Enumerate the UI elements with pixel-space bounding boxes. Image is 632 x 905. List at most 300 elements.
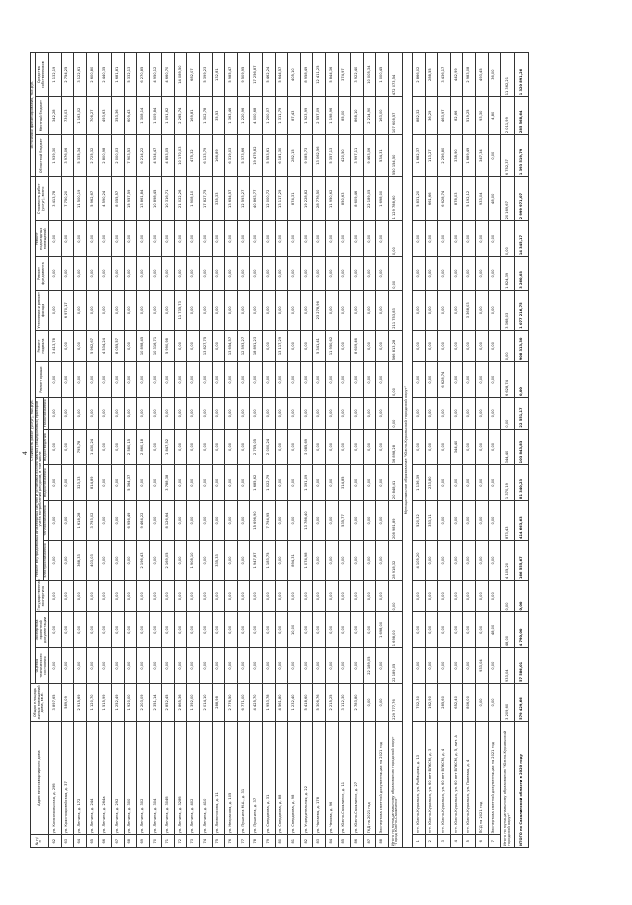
row-value: 0,00 xyxy=(463,648,476,684)
row-value: 0,00 xyxy=(351,465,364,501)
total-value: 166 555,67 xyxy=(515,541,529,581)
col-address: Адрес многоквартирного дома xyxy=(31,721,49,835)
row-value: 2 000,24 xyxy=(263,429,276,465)
row-address: пгт. Южно-Курильск, ул. Полевая, д. 4 xyxy=(463,721,476,835)
row-value: 28 776,50 xyxy=(313,177,326,221)
total-value: 20 848,41 xyxy=(388,465,402,501)
row-value: 0,00 xyxy=(225,429,238,465)
row-value: 0,00 xyxy=(237,221,250,257)
row-value: 0,00 xyxy=(74,398,87,430)
row-value: 0,00 xyxy=(300,362,313,398)
total-value: 20 169,67 xyxy=(501,177,515,221)
row-address: ул. Ломоносова, д. 11 xyxy=(212,721,225,835)
row-value: 48,00 xyxy=(488,612,501,648)
row-value: 0,00 xyxy=(111,221,124,257)
row-value: 0,00 xyxy=(412,362,425,398)
row-value: 0,00 xyxy=(338,330,351,362)
row-value: 0,00 xyxy=(338,221,351,257)
row-value: 2 866,02 xyxy=(412,53,425,97)
row-value: 0,00 xyxy=(288,429,301,465)
total-value: 4 790,00 xyxy=(515,612,529,648)
row-area: 1 953,78 xyxy=(263,684,276,722)
table-row xyxy=(425,53,438,848)
row-value: 0,00 xyxy=(363,465,376,501)
row-value: 0,00 xyxy=(450,398,463,430)
table-row xyxy=(313,53,326,848)
row-value: 35,53 xyxy=(212,97,225,135)
row-value: 3 922,40 xyxy=(351,53,364,97)
row-value: 0,00 xyxy=(425,362,438,398)
row-value: 0,00 xyxy=(438,257,451,291)
row-value: 0,00 xyxy=(475,362,488,398)
row-value: 1 847,52 xyxy=(162,429,175,465)
row-value: 0,00 xyxy=(162,648,175,684)
row-value: 1 022,79 xyxy=(263,465,276,501)
row-value: 6 181,30 xyxy=(275,135,288,177)
row-area: 0,00 xyxy=(488,684,501,722)
row-value: 1 200,07 xyxy=(263,97,276,135)
col-heating: теплоснабжения xyxy=(44,501,49,541)
row-address: пгт. Южно-Курильск, ул. 60 лет ВЛКСМ, д. 3 xyxy=(425,721,438,835)
col-basement: Ремонт подвала xyxy=(35,330,48,362)
row-value: 0,00 xyxy=(275,221,288,257)
col-area: Общая площадь жилых помещений дома, кв.м. xyxy=(31,684,49,722)
row-value: 0,00 xyxy=(363,398,376,430)
row-value: 0,00 xyxy=(425,330,438,362)
row-value: 0,00 xyxy=(351,541,364,581)
row-value: 7 794,95 xyxy=(263,501,276,541)
row-value: 0,00 xyxy=(363,429,376,465)
total-area: 579 429,66 xyxy=(515,684,529,722)
row-area: 288,98 xyxy=(212,684,225,722)
row-value: 0,00 xyxy=(275,612,288,648)
total-value: 1 370,19 xyxy=(501,465,515,501)
capital-repair-table xyxy=(30,52,529,848)
row-value: 0,00 xyxy=(475,330,488,362)
row-value: 0,00 xyxy=(300,648,313,684)
row-value: 0,00 xyxy=(412,330,425,362)
row-value: 5 962,67 xyxy=(86,177,99,221)
row-value: 8 609,46 xyxy=(351,330,364,362)
row-value: 0,00 xyxy=(237,501,250,541)
row-value: 1 363,46 xyxy=(225,97,238,135)
total-value: 0,00 xyxy=(388,257,402,291)
row-value: 0,00 xyxy=(412,257,425,291)
row-value: 0,00 xyxy=(74,221,87,257)
row-value: 0,00 xyxy=(149,257,162,291)
row-value: 0,00 xyxy=(225,612,238,648)
total-value: 0,00 xyxy=(501,330,515,362)
row-value: 0,00 xyxy=(250,362,263,398)
row-value: 0,00 xyxy=(475,429,488,465)
row-value: 2 557,09 xyxy=(313,97,326,135)
row-value: 0,00 xyxy=(300,330,313,362)
row-value: 0,00 xyxy=(475,398,488,430)
row-address: ул. Ленина, д. 410 xyxy=(200,721,213,835)
row-value: 5 831,20 xyxy=(412,177,425,221)
row-value: 13 062,56 xyxy=(313,135,326,177)
row-value: 0,00 xyxy=(326,398,339,430)
row-value: 0,00 xyxy=(275,501,288,541)
row-value: 1 183,75 xyxy=(263,541,276,581)
row-value: 2 196,43 xyxy=(137,541,150,581)
row-value: 0,00 xyxy=(99,580,112,612)
row-value: 0,00 xyxy=(212,580,225,612)
table-row xyxy=(250,53,263,848)
row-address: ул. Ленина, д. 292 xyxy=(111,721,124,835)
row-value: 0,00 xyxy=(275,290,288,330)
row-value: 850,63 xyxy=(338,177,351,221)
row-value: 113,27 xyxy=(425,135,438,177)
row-address: ул. Ленина, д. 304б xyxy=(162,721,175,835)
row-value: 13 861,84 xyxy=(137,177,150,221)
row-value: 0,00 xyxy=(99,221,112,257)
row-value: 0,00 xyxy=(61,398,74,430)
row-value: 0,00 xyxy=(250,398,263,430)
row-value: 11 735,73 xyxy=(174,290,187,330)
row-area: 2 915,69 xyxy=(74,684,87,722)
table-row xyxy=(99,53,112,848)
row-value: 0,00 xyxy=(137,465,150,501)
table-row xyxy=(61,53,74,848)
row-value: 10 316,71 xyxy=(149,330,162,362)
row-value: 4 853,05 xyxy=(162,135,175,177)
row-value: 0,00 xyxy=(48,429,61,465)
row-value: 0,00 xyxy=(162,398,175,430)
row-value: 1 302,78 xyxy=(200,97,213,135)
col-cost-total: Стоимость работ (услуг), всего xyxy=(35,177,48,221)
row-value: 0,00 xyxy=(174,541,187,581)
row-value: 0,00 xyxy=(149,429,162,465)
row-value: 706,27 xyxy=(86,97,99,135)
col-tech-assessment: Оценка технического состояния xyxy=(35,648,48,684)
row-value: 23 278,96 xyxy=(313,290,326,330)
row-value: 0,00 xyxy=(149,580,162,612)
row-value: 1 009,84 xyxy=(149,97,162,135)
row-value: 0,00 xyxy=(99,465,112,501)
row-value: 7 750,20 xyxy=(61,177,74,221)
row-value: 442,99 xyxy=(450,53,463,97)
row-value: 0,00 xyxy=(263,398,276,430)
row-value: 4 590,24 xyxy=(99,177,112,221)
row-value: 368,33 xyxy=(74,541,87,581)
row-value: 0,00 xyxy=(376,330,389,362)
row-value: 40 863,77 xyxy=(250,177,263,221)
row-value: 0,00 xyxy=(237,362,250,398)
row-value: 0,00 xyxy=(425,398,438,430)
row-value: 0,00 xyxy=(124,362,137,398)
table-row xyxy=(74,53,87,848)
row-value: 463,97 xyxy=(438,97,451,135)
row-value: 0,00 xyxy=(412,580,425,612)
row-value: 4 950,12 xyxy=(149,53,162,97)
row-value: 0,00 xyxy=(412,612,425,648)
row-value: 0,00 xyxy=(488,541,501,581)
row-value: 0,00 xyxy=(263,221,276,257)
row-value: 874,31 xyxy=(288,177,301,221)
row-value: 0,00 xyxy=(363,221,376,257)
row-value: 0,00 xyxy=(488,330,501,362)
row-address: ул. Ленина, д. 302 xyxy=(137,721,150,835)
total-value: 2 011,99 xyxy=(501,97,515,135)
row-address: ул. Южно-Сахалинск, д. 11 xyxy=(338,721,351,835)
row-value: 0,00 xyxy=(376,362,389,398)
section-row xyxy=(402,53,412,848)
row-value: 2 000,03 xyxy=(111,135,124,177)
row-value: 0,00 xyxy=(61,362,74,398)
row-value: 1 074,98 xyxy=(300,541,313,581)
row-value: 0,00 xyxy=(313,429,326,465)
row-number: 75 xyxy=(212,835,225,848)
row-value: 342,28 xyxy=(48,97,61,135)
row-value: 0,00 xyxy=(48,362,61,398)
total-area: 229 777,76 xyxy=(388,684,402,722)
row-value: 534,31 xyxy=(376,135,389,177)
row-value: 344,40 xyxy=(450,429,463,465)
row-value: 0,00 xyxy=(363,257,376,291)
row-value: 405,10 xyxy=(288,53,301,97)
total-value: 933,04 xyxy=(501,648,515,684)
row-area: 4 561,80 xyxy=(275,684,288,722)
row-value: 0,00 xyxy=(225,580,238,612)
row-value: 5 985,47 xyxy=(225,53,238,97)
row-value: 0,00 xyxy=(438,465,451,501)
row-value: 0,00 xyxy=(86,580,99,612)
col-foundation: Ремонт фундамента xyxy=(35,257,48,291)
row-value: 0,00 xyxy=(338,580,351,612)
row-value: 0,00 xyxy=(313,612,326,648)
row-value: 0,00 xyxy=(351,290,364,330)
total-value: 22 551,17 xyxy=(515,398,529,430)
row-area: 589,09 xyxy=(61,684,74,722)
row-value: 0,00 xyxy=(450,257,463,291)
row-value: 0,00 xyxy=(463,580,476,612)
col-gas: газоснабжения xyxy=(43,399,48,428)
row-value: 0,00 xyxy=(137,648,150,684)
row-value: 0,00 xyxy=(488,398,501,430)
row-value: 0,00 xyxy=(137,257,150,291)
row-address: ул. Ленина, д. 328б xyxy=(174,721,187,835)
row-value: 0,00 xyxy=(463,612,476,648)
row-number: 84 xyxy=(326,835,339,848)
row-value: 0,00 xyxy=(351,648,364,684)
row-value: 0,00 xyxy=(225,648,238,684)
row-value: 0,00 xyxy=(488,257,501,291)
row-value: 0,00 xyxy=(187,612,200,648)
row-value: 0,00 xyxy=(61,221,74,257)
row-address: ул. Ленина, д. 264а xyxy=(99,721,112,835)
row-value: 0,00 xyxy=(74,330,87,362)
row-area: 652,40 xyxy=(450,684,463,722)
row-value: 0,00 xyxy=(412,221,425,257)
row-number: 69 xyxy=(137,835,150,848)
row-address: ул. Ленина, д. 172 xyxy=(74,721,87,835)
row-area: 3 112,30 xyxy=(338,684,351,722)
row-number: 5 xyxy=(463,835,476,848)
row-value: 1 391,09 xyxy=(300,465,313,501)
total-value: 1 824,39 xyxy=(501,257,515,291)
row-value: 0,00 xyxy=(48,580,61,612)
row-value: 0,00 xyxy=(475,290,488,330)
row-area: 6 771,00 xyxy=(237,684,250,722)
row-value: 0,00 xyxy=(124,612,137,648)
total-value: 344,40 xyxy=(501,429,515,465)
row-value: 0,00 xyxy=(174,257,187,291)
total-value: 107 608,57 xyxy=(388,97,402,135)
row-value: 0,00 xyxy=(61,580,74,612)
row-value: 0,00 xyxy=(288,501,301,541)
row-address: ул. Свердлова, д. 31 xyxy=(263,721,276,835)
row-value: 0,00 xyxy=(174,398,187,430)
row-value: 0,00 xyxy=(187,501,200,541)
row-value: 19 228,82 xyxy=(300,177,313,221)
total-value: 0,00 xyxy=(501,580,515,612)
row-value: 1 220,96 xyxy=(237,97,250,135)
total-label: Итого по муниципальному образованию "Южно-Курильский городской округ" xyxy=(501,721,515,847)
row-value: 0,00 xyxy=(263,580,276,612)
row-value: 0,00 xyxy=(488,648,501,684)
row-value: 0,00 xyxy=(237,398,250,430)
row-value: 0,00 xyxy=(74,580,87,612)
row-value: 5 553,61 xyxy=(263,135,276,177)
row-value: 0,00 xyxy=(111,501,124,541)
row-value: 36,00 xyxy=(488,53,501,97)
row-value: 0,00 xyxy=(326,541,339,581)
row-value: 0,00 xyxy=(351,580,364,612)
row-value: 3 368,03 xyxy=(463,290,476,330)
row-value: 0,00 xyxy=(412,429,425,465)
row-value: 2 580,15 xyxy=(124,429,137,465)
row-area: 5 418,60 xyxy=(300,684,313,722)
total-value: 3 260,03 xyxy=(515,257,529,291)
total-value: 48,00 xyxy=(501,612,515,648)
row-address: ул. Красноармейская, д. 37 xyxy=(61,721,74,835)
row-value: 0,00 xyxy=(212,221,225,257)
row-value: 0,00 xyxy=(174,330,187,362)
row-value: 6 970,17 xyxy=(61,290,74,330)
row-number: 78 xyxy=(250,835,263,848)
cost-group-header: Стоимость работ (услуг), тыс.руб. xyxy=(31,177,36,684)
row-value: 0,00 xyxy=(124,257,137,291)
row-address: ул. Ленина, д. 300 xyxy=(124,721,137,835)
row-value: 0,00 xyxy=(162,221,175,257)
row-value: 0,00 xyxy=(475,612,488,648)
table-row xyxy=(124,53,137,848)
row-value: 0,00 xyxy=(86,612,99,648)
row-value: 8 609,46 xyxy=(351,177,364,221)
row-value: 0,00 xyxy=(351,398,364,430)
row-value: 0,00 xyxy=(200,429,213,465)
table-row xyxy=(288,53,301,848)
row-value: 0,00 xyxy=(412,648,425,684)
row-value: 0,00 xyxy=(124,541,137,581)
row-value: 1 689,49 xyxy=(463,135,476,177)
row-value: 0,00 xyxy=(149,612,162,648)
row-value: 0,00 xyxy=(425,580,438,612)
row-number: 71 xyxy=(162,835,175,848)
row-value: 7 903,53 xyxy=(124,135,137,177)
row-value: 1 163,02 xyxy=(74,97,87,135)
row-value: 13 654,57 xyxy=(225,177,238,221)
row-area: 2 014,10 xyxy=(200,684,213,722)
row-value: 1 681,81 xyxy=(111,53,124,97)
row-value: 0,00 xyxy=(275,580,288,612)
row-value: 0,00 xyxy=(200,648,213,684)
row-value: 2 755,05 xyxy=(250,429,263,465)
row-value: 0,00 xyxy=(99,612,112,648)
row-value: 14 089,50 xyxy=(174,53,187,97)
row-value: 0,00 xyxy=(187,465,200,501)
row-value: 3 976,06 xyxy=(61,135,74,177)
row-value: 353,36 xyxy=(111,97,124,135)
row-value: 0,00 xyxy=(450,330,463,362)
row-value: 2 440,35 xyxy=(99,53,112,97)
row-value: 0,00 xyxy=(438,330,451,362)
row-value: 374,97 xyxy=(338,53,351,97)
row-value: 0,00 xyxy=(225,290,238,330)
row-value: 5 373,66 xyxy=(237,135,250,177)
row-value: 9 085,73 xyxy=(300,135,313,177)
row-value: 5 341,41 xyxy=(313,330,326,362)
row-value: 894,31 xyxy=(288,541,301,581)
total-value: 0,00 xyxy=(515,580,529,612)
row-value: 3 436,17 xyxy=(438,53,451,97)
row-value: 0,00 xyxy=(149,501,162,541)
row-value: 0,00 xyxy=(48,541,61,581)
row-value: 12 000,72 xyxy=(263,177,276,221)
row-number: 7 xyxy=(488,835,501,848)
row-value: 15 696,90 xyxy=(250,501,263,541)
row-value: 0,00 xyxy=(475,580,488,612)
row-value: 0,00 xyxy=(111,465,124,501)
row-address: ул. Ленина, д. 304 xyxy=(149,721,162,835)
row-value: 0,00 xyxy=(475,257,488,291)
row-value: 0,00 xyxy=(187,290,200,330)
row-value: 0,00 xyxy=(74,257,87,291)
total-value: 0,00 xyxy=(388,580,402,612)
row-value: 0,00 xyxy=(48,465,61,501)
row-value: 0,00 xyxy=(450,465,463,501)
row-value: 5 357,13 xyxy=(326,135,339,177)
row-area: 2 865,36 xyxy=(174,684,187,722)
table-row xyxy=(275,53,288,848)
row-value: 0,00 xyxy=(200,290,213,330)
row-value: 0,00 xyxy=(288,362,301,398)
row-value: 0,00 xyxy=(225,398,238,430)
row-value: 3 997,11 xyxy=(351,135,364,177)
row-value: 4,80 xyxy=(488,97,501,135)
row-value: 420,50 xyxy=(338,135,351,177)
row-value: 0,00 xyxy=(162,580,175,612)
row-value: 0,00 xyxy=(212,501,225,541)
row-number: 86 xyxy=(351,835,364,848)
row-value: 0,00 xyxy=(99,648,112,684)
section-title: Муниципальное образование "Южно-Курильский городской округ" xyxy=(402,53,412,848)
row-value: 868,10 xyxy=(351,97,364,135)
row-value: 0,00 xyxy=(174,501,187,541)
row-number: 80 xyxy=(275,835,288,848)
row-value: 0,00 xyxy=(225,465,238,501)
row-value: 0,00 xyxy=(174,429,187,465)
table-row xyxy=(237,53,250,848)
row-value: 0,00 xyxy=(326,501,339,541)
row-value: 0,00 xyxy=(326,221,339,257)
row-value: 4 105,20 xyxy=(412,541,425,581)
row-value: 21 022,26 xyxy=(174,177,187,221)
row-value: 0,00 xyxy=(463,221,476,257)
row-value: 3 788,38 xyxy=(162,465,175,501)
row-value: 314,85 xyxy=(338,465,351,501)
